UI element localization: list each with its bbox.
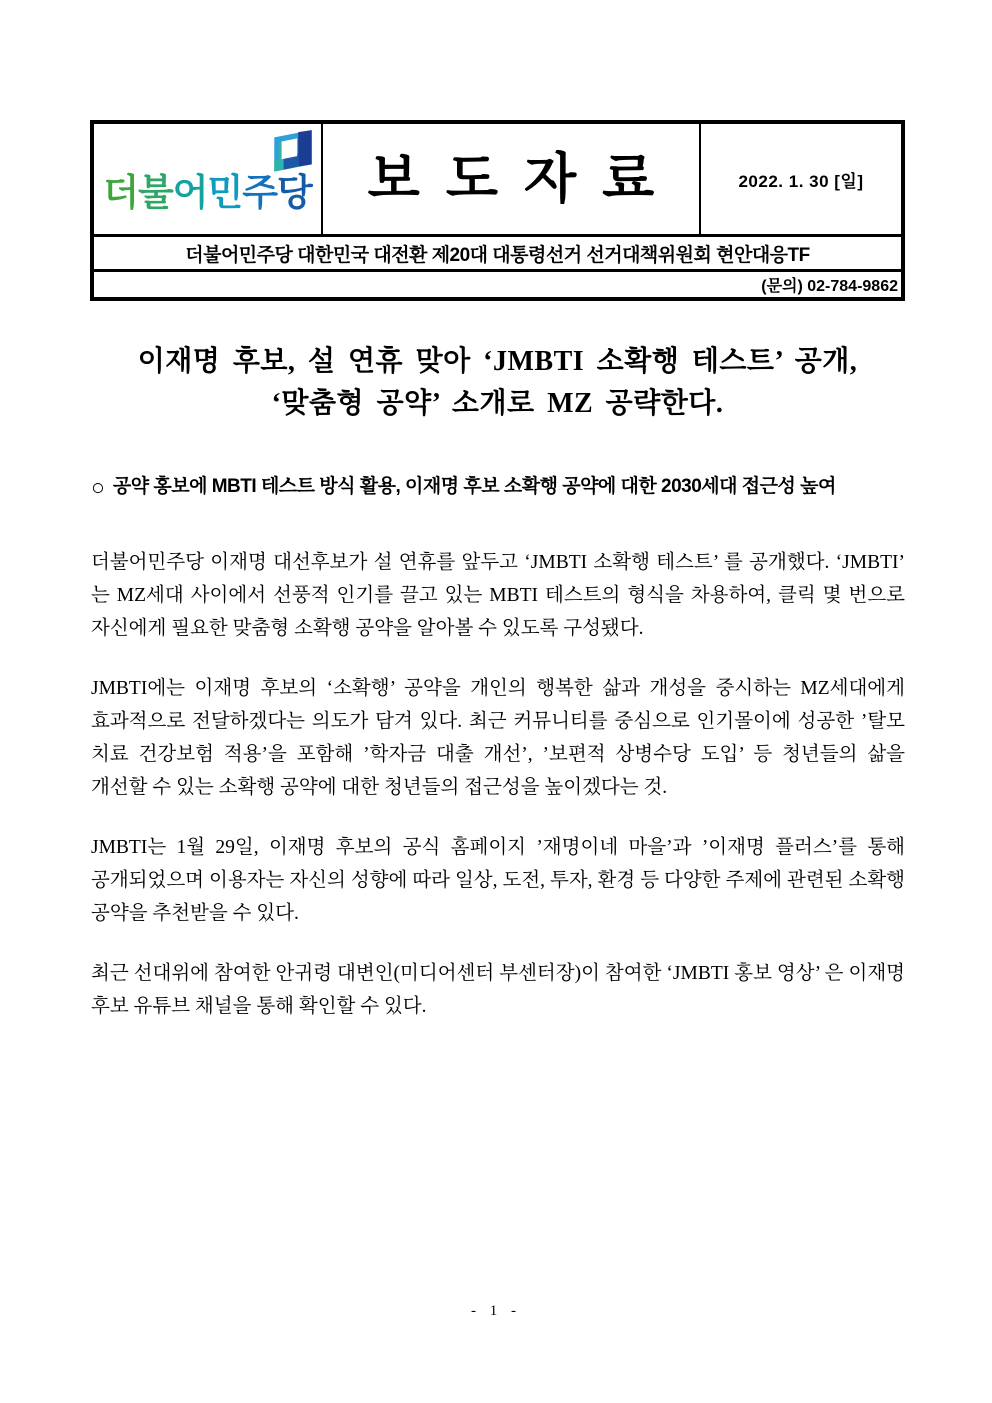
paragraph: JMBTI는 1월 29일, 이재명 후보의 공식 홈페이지 ’재명이네 마을’과 ’이재명 플러스’를 통해 공개되었으며 이용자는 자신의 성향에 따라 일상, 도전, 투자, 환경 등 다양한 주제에 관련된 소확행 공약을 추천받을 수 있다. xyxy=(91,837,905,924)
party-logo-text: 더불어민주당 xyxy=(103,171,312,213)
headline-line-2: ‘맞춤형 공약’ 소개로 MZ 공략한다. xyxy=(271,388,724,419)
date-cell xyxy=(701,124,901,234)
header-row-main xyxy=(94,124,901,237)
headline-line-1: 이재명 후보, 설 연휴 맞아 ‘JMBTI 소확행 테스트’ 공개, xyxy=(137,346,858,377)
release-date: 2022. 1. 30 [일] xyxy=(738,171,864,191)
party-logo-cell xyxy=(94,124,323,234)
header-table xyxy=(90,120,905,301)
committee-name: 더불어민주당 대한민국 대전환 제20대 대통령선거 선거대책위원회 현안대응TF xyxy=(185,244,810,266)
subhead-text: 공약 홍보에 MBTI 테스트 방식 활용, 이재명 후보 소확행 공약에 대한 2030세대 접근성 높여 xyxy=(112,476,836,497)
circle-bullet-icon: ○ xyxy=(91,474,105,500)
article-body xyxy=(91,546,905,1050)
contact-phone: (문의) 02-784-9862 xyxy=(761,278,898,295)
party-logo xyxy=(103,171,312,213)
page-number: - 1 - xyxy=(471,1303,521,1319)
paragraph: 더불어민주당 이재명 대선후보가 설 연휴를 앞두고 ‘JMBTI 소확행 테스트’ 를 공개했다. ‘JMBTI’ 는 MZ세대 사이에서 선풍적 인기를 끌고 있는 MBTI 테스트의 형식을 차용하여, 클릭 몇 번으로 자신에게 필요한 맞춤형 소확행 공약을 알아볼 수 있도록 구성됐다. xyxy=(91,552,905,639)
party-flag-icon xyxy=(270,128,316,180)
subhead xyxy=(91,473,906,501)
press-release-title-cell xyxy=(323,124,701,234)
paragraph: JMBTI에는 이재명 후보의 ‘소확행’ 공약을 개인의 행복한 삶과 개성을 중시하는 MZ세대에게 효과적으로 전달하겠다는 의도가 담겨 있다. 최근 커뮤니티를 중심으로 인기몰이에 성공한 ’탈모 치료 건강보험 적용’을 포함해 ’학자금 대출 개선’, ’보편적 상병수당 도입’ 등 청년들의 삶을 개선할 수 있는 소확행 공약에 대한 청년들의 접근성을 높이겠다는 것. xyxy=(91,678,905,798)
paragraph: 최근 선대위에 참여한 안귀령 대변인(미디어센터 부센터장)이 참여한 ‘JMBTI 홍보 영상’ 은 이재명 후보 유튜브 채널을 통해 확인할 수 있다. xyxy=(91,963,905,1017)
committee-row xyxy=(94,237,901,272)
contact-row xyxy=(94,272,901,297)
press-release-title: 보도자료 xyxy=(367,149,681,209)
headline xyxy=(90,341,905,425)
